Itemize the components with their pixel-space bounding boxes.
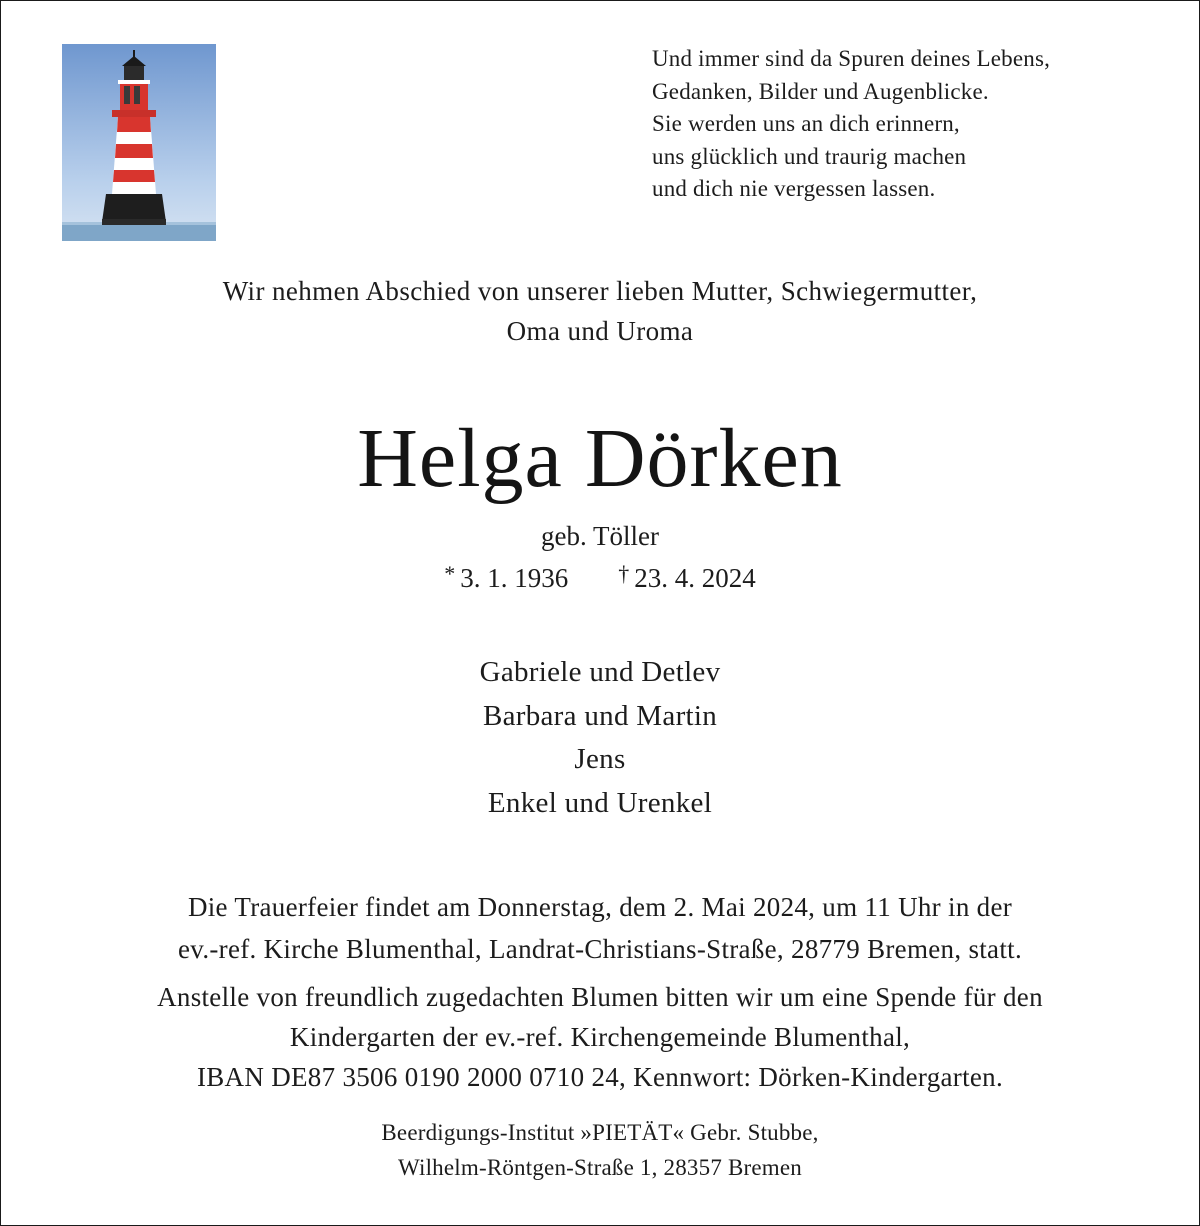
death-date: 23. 4. 2024 bbox=[634, 563, 756, 593]
donation-request bbox=[1, 977, 1199, 1097]
donation-line: Anstelle von freundlich zugedachten Blumen bitten wir um eine Spende für den bbox=[157, 982, 1043, 1012]
mourner: Jens bbox=[574, 743, 626, 775]
farewell-intro bbox=[1, 271, 1199, 351]
donation-line: IBAN DE87 3506 0190 2000 0710 24, Kennwort: Dörken-Kindergarten. bbox=[196, 1062, 1004, 1092]
poem-line: uns glücklich und traurig machen bbox=[652, 143, 967, 169]
deceased-name: Helga Dörken bbox=[357, 412, 843, 505]
service-line: ev.-ref. Kirche Blumenthal, Landrat-Christians-Straße, 28779 Bremen, statt. bbox=[177, 934, 1022, 964]
poem-line: und dich nie vergessen lassen. bbox=[652, 176, 936, 201]
mourners-list bbox=[1, 651, 1199, 825]
undertaker-line: Wilhelm-Röntgen-Straße 1, 28357 Bremen bbox=[398, 1155, 802, 1180]
intro-line: Oma und Uroma bbox=[506, 316, 694, 346]
service-line: Die Trauerfeier findet am Donnerstag, dem 2. Mai 2024, um 11 Uhr in der bbox=[187, 892, 1013, 922]
mourner: Enkel und Urenkel bbox=[487, 786, 713, 819]
birth-date: 3. 1. 1936 bbox=[460, 563, 569, 593]
mourner: Gabriele und Detlev bbox=[479, 656, 721, 688]
life-dates bbox=[1, 555, 1199, 597]
death-symbol: † bbox=[618, 561, 630, 586]
intro-line: Wir nehmen Abschied von unserer lieben Mutter, Schwiegermutter, bbox=[222, 276, 978, 306]
lighthouse-photo bbox=[62, 44, 216, 241]
poem-line: Gedanken, Bilder und Augenblicke. bbox=[652, 78, 989, 104]
undertaker-info bbox=[1, 1115, 1199, 1185]
undertaker-line: Beerdigungs-Institut »PIETÄT« Gebr. Stubbe, bbox=[381, 1120, 819, 1145]
poem bbox=[652, 43, 1172, 206]
donation-line: Kindergarten der ev.-ref. Kirchengemeinde Blumenthal, bbox=[289, 1022, 911, 1052]
mourner: Barbara und Martin bbox=[482, 699, 718, 732]
poem-line: Und immer sind da Spuren deines Lebens, bbox=[652, 46, 1051, 71]
born-name: geb. Töller bbox=[541, 521, 659, 551]
birth-symbol: * bbox=[444, 561, 456, 586]
lighthouse-icon bbox=[62, 44, 216, 241]
poem-line: Sie werden uns an dich erinnern, bbox=[652, 111, 960, 136]
funeral-service-info bbox=[1, 886, 1199, 970]
